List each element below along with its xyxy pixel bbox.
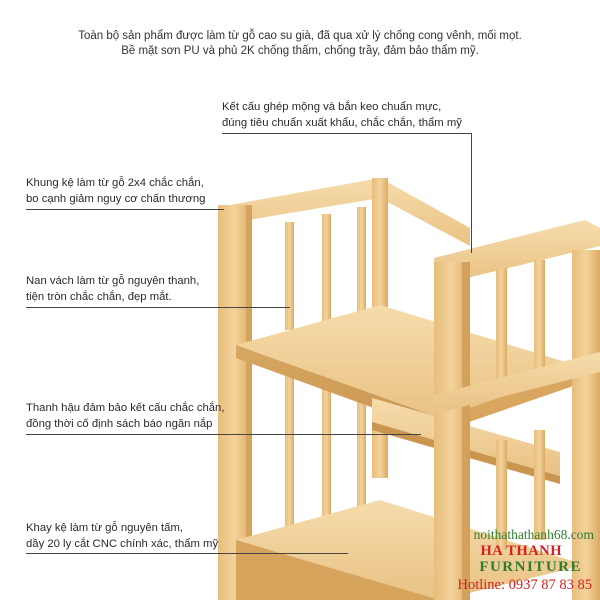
callout-joinery-line-1: Kết cấu ghép mộng và bắn keo chuẩn mực, <box>222 101 442 113</box>
back-slat <box>285 222 294 330</box>
brand-name: HA THANH <box>480 543 562 559</box>
callout-tray-line-1: Khay kệ làm từ gỗ nguyên tấm, <box>26 522 184 534</box>
callout-joinery-line-2: đúng tiêu chuẩn xuất khẩu, chắc chắn, thẩm mỹ <box>222 117 462 129</box>
callout-back-bar-line-2: đồng thời cố định sách báo ngăn nắp <box>26 418 213 430</box>
back-slat <box>322 214 331 322</box>
callout-tray <box>26 520 218 552</box>
callout-frame-line-2: bo cạnh giảm nguy cơ chấn thương <box>26 193 206 205</box>
callout-joinery <box>222 99 462 131</box>
front-slat <box>534 260 545 370</box>
front-far-post <box>572 250 600 600</box>
callout-slats-line-1: Nan vách làm từ gỗ nguyên thanh, <box>26 275 200 287</box>
intro-text <box>0 29 600 59</box>
intro-line-2: Bề mặt sơn PU và phủ 2K chống thấm, chống trầy, đảm bảo thẩm mỹ. <box>121 45 479 57</box>
callout-frame-line-1: Khung kệ làm từ gỗ 2x4 chắc chắn, <box>26 177 204 189</box>
brand-hotline[interactable]: Hotline: 0937 87 83 85 <box>457 577 592 593</box>
intro-line-1: Toàn bộ sản phẩm được làm từ gỗ cao su già, đã qua xử lý chống cong vênh, mối mọt. <box>78 30 522 42</box>
brand-subtitle: FURNITURE <box>479 559 582 575</box>
callout-frame <box>26 175 205 207</box>
back-top-rail <box>230 178 470 246</box>
brand-website[interactable]: noithathathanh68.com <box>473 527 594 542</box>
back-slat <box>357 207 366 315</box>
leader-line-frame <box>26 209 224 210</box>
callout-slats <box>26 273 199 305</box>
leader-line-back-bar <box>26 434 421 435</box>
back-slat <box>322 370 331 530</box>
front-slat <box>496 268 507 378</box>
front-slat <box>534 430 545 540</box>
leader-line-tray <box>26 553 348 554</box>
back-slat <box>285 370 294 530</box>
callout-slats-line-2: tiện tròn chắc chắn, đẹp mắt. <box>26 291 172 303</box>
callout-back-bar-line-1: Thanh hậu đảm bảo kết cấu chắc chắn, <box>26 402 225 414</box>
callout-back-bar <box>26 400 224 432</box>
leader-line-slats <box>26 307 290 308</box>
callout-tray-line-2: dầy 20 ly cắt CNC chính xác, thẩm mỹ <box>26 538 219 550</box>
leader-line-joinery <box>222 133 472 134</box>
leader-line-joinery-vertical <box>471 133 472 253</box>
